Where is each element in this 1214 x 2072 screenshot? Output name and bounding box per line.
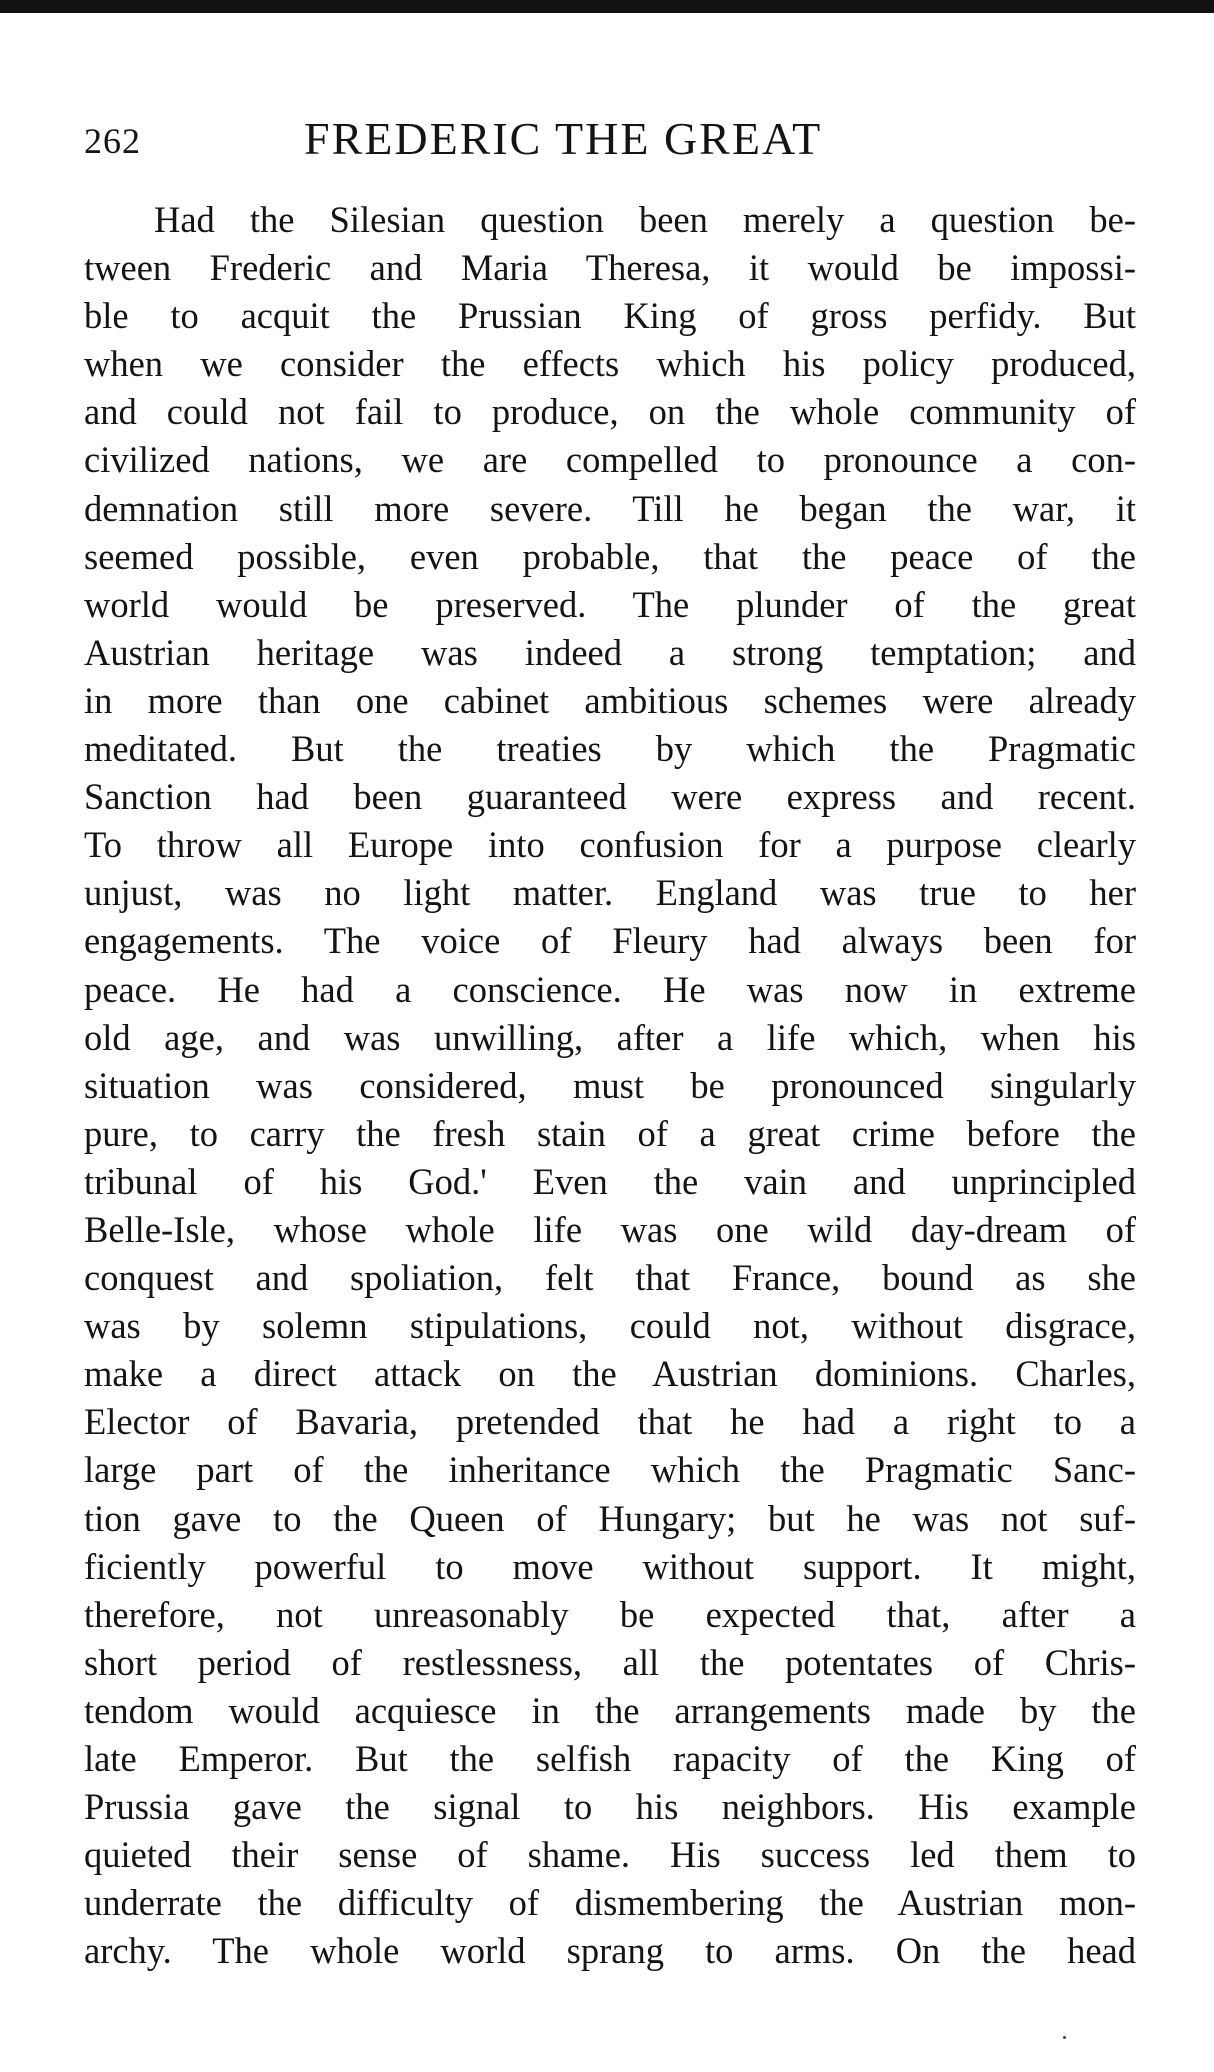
text-line: unjust, was no light matter. England was true to her (84, 872, 1136, 914)
text-line: was by solemn stipulations, could not, without disgrace, (84, 1305, 1136, 1347)
text-line: To throw all Europe into confusion for a purpose clearly (84, 824, 1136, 866)
text-line: quieted their sense of shame. His success led them to (84, 1834, 1136, 1876)
text-line: in more than one cabinet ambitious schemes were already (84, 679, 1136, 721)
running-title: FREDERIC THE GREAT (304, 113, 823, 164)
text-line: demnation still more severe. Till he began the war, it (84, 487, 1136, 529)
text-line: old age, and was unwilling, after a life which, when his (84, 1016, 1136, 1058)
text-line: make a direct attack on the Austrian dominions. Charles, (84, 1353, 1136, 1395)
text-line: world would be preserved. The plunder of the great (84, 583, 1136, 625)
text-line: tribunal of his God.' Even the vain and unprincipled (84, 1160, 1136, 1202)
text-line: Had the Silesian question been merely a question be- (154, 199, 1136, 240)
text-line: when we consider the effects which his policy produced, (84, 343, 1136, 385)
scan-speck (1063, 2036, 1066, 2039)
text-line: pure, to carry the fresh stain of a great crime before the (84, 1112, 1136, 1154)
text-line: Elector of Bavaria, pretended that he had a right to a (84, 1401, 1136, 1443)
text-line: therefore, not unreasonably be expected that, after a (84, 1593, 1136, 1635)
text-line: peace. He had a conscience. He was now in extreme (84, 968, 1136, 1010)
text-line: civilized nations, we are compelled to pronounce a con- (84, 439, 1136, 481)
text-line: short period of restlessness, all the potentates of Chris- (84, 1641, 1136, 1683)
text-line: late Emperor. But the selfish rapacity of the King of (84, 1738, 1136, 1779)
text-line: tween Frederic and Maria Theresa, it would be impossi- (84, 247, 1136, 289)
text-line: ficiently powerful to move without support. It might, (84, 1545, 1136, 1587)
text-line: conquest and spoliation, felt that France, bound as she (84, 1257, 1136, 1299)
text-line: ble to acquit the Prussian King of gross perfidy. But (84, 295, 1136, 337)
text-line: Belle-Isle, whose whole life was one wild day-dream of (84, 1208, 1136, 1250)
page-header (84, 112, 1144, 172)
text-line: engagements. The voice of Fleury had always been for (84, 920, 1136, 962)
text-line: Austrian heritage was indeed a strong temptation; and (84, 631, 1136, 673)
text-line: tendom would acquiesce in the arrangements made by the (84, 1689, 1136, 1731)
text-line: Sanction had been guaranteed were express and recent. (84, 776, 1136, 818)
text-line: meditated. But the treaties by which the Pragmatic (84, 728, 1136, 770)
top-border-rule (0, 0, 1214, 13)
body-paragraph (84, 196, 1136, 1975)
page-number: 262 (84, 121, 141, 161)
text-line: Prussia gave the signal to his neighbors. His example (84, 1786, 1136, 1828)
text-line: archy. The whole world sprang to arms. On the head (84, 1930, 1136, 1972)
text-line: tion gave to the Queen of Hungary; but he was not suf- (84, 1497, 1136, 1539)
text-line: underrate the difficulty of dismembering the Austrian mon- (84, 1882, 1136, 1924)
text-line: and could not fail to produce, on the whole community of (84, 391, 1136, 433)
text-line: large part of the inheritance which the Pragmatic Sanc- (84, 1449, 1136, 1491)
text-line: seemed possible, even probable, that the peace of the (84, 535, 1136, 577)
text-line: situation was considered, must be pronounced singularly (84, 1064, 1136, 1106)
